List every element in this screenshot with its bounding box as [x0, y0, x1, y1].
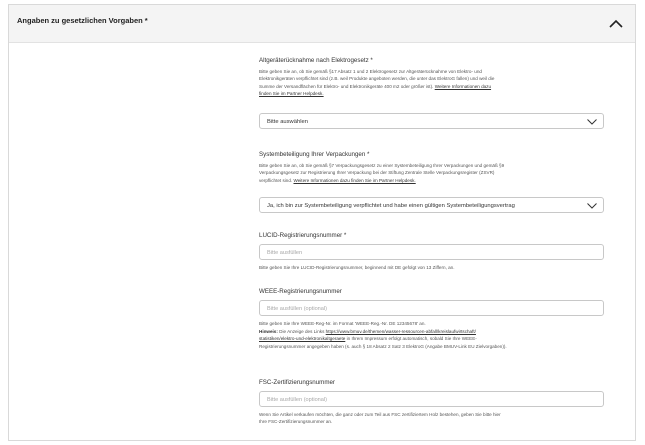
elektrogesetz-helpdesk-link[interactable]: Weitere Informationen dazu: [434, 83, 492, 89]
chevron-down-icon: [587, 203, 597, 209]
section-header[interactable]: [9, 5, 635, 43]
weee-hint-text: Die Anzeige des Links: [279, 329, 325, 334]
fsc-section: [259, 379, 604, 425]
lucid-input[interactable]: [259, 244, 604, 260]
verpackung-help-line: Bitte geben Sie an, ob Sie gemäß §7 Verpackungsgesetz zu einer Systembeteiligung Ihrer Verpackungen und gemäß §9: [259, 163, 505, 168]
fsc-input-placeholder: Bitte ausfüllen (optional): [267, 396, 328, 403]
lucid-help: Bitte geben Sie Ihre LUCID-Registrierungsnummer, beginnend mit DE gefolgt von 13 Ziffern, an.: [259, 265, 455, 270]
weee-hint-label: Hinweis:: [259, 329, 278, 334]
section-title: Angaben zu gesetzlichen Vorgaben *: [17, 16, 148, 25]
weee-input[interactable]: [259, 300, 604, 316]
verpackung-select-value: Ja, ich bin zur Systembeteiligung verpflichtet und habe einen gültigen Systembeteiligungsvertrag: [267, 202, 515, 209]
elektrogesetz-select[interactable]: [259, 113, 604, 129]
elektrogesetz-section: [259, 57, 604, 125]
elektrogesetz-label: Altgeräterücknahme nach Elektrogesetz *: [259, 57, 373, 64]
fsc-input[interactable]: [259, 391, 604, 407]
chevron-down-icon: [587, 119, 597, 125]
fsc-help: [259, 411, 604, 426]
elektrogesetz-help-line: Summe der Versandflächen für Elektro- und Elektronikgeräte 400 m2 oder größer ist).: [259, 83, 434, 89]
bmuv-link-cont[interactable]: statistiken/elektro-und-elektronikaltgeraete: [259, 336, 346, 342]
verpackung-help-line: Verpackungsgesetz zur Registrierung Ihrer Verpackung bei der Stiftung Zentrale Stelle Verpackungsregister (ZSVR): [259, 170, 495, 176]
elektrogesetz-help-line: Bitte geben Sie an, ob Sie gemäß §17 Absatz 1 und 2 Elektrogesetz zur Altgeräterücknahme von Elektro- und: [259, 69, 482, 74]
verpackung-select[interactable]: [259, 197, 604, 213]
elektrogesetz-select-value: Bitte auswählen: [267, 118, 308, 125]
elektrogesetz-help: [259, 68, 604, 98]
weee-help: Bitte geben Sie Ihre WEEE-Reg-Nr. im Format 'WEEE-Reg.-Nr. DE 12345678' an.: [259, 321, 426, 326]
verpackung-label: Systembeteiligung Ihrer Verpackungen *: [259, 151, 370, 158]
chevron-up-icon[interactable]: [609, 19, 623, 28]
weee-section: [259, 288, 604, 349]
lucid-input-placeholder: Bitte ausfüllen: [267, 249, 303, 256]
lucid-label: LUCID-Registrierungsnummer *: [259, 232, 347, 239]
elektrogesetz-helpdesk-link-cont[interactable]: finden Sie im Partner Helpdesk.: [259, 91, 324, 97]
fsc-help-line: Wenn Sie Artikel verkaufen möchten, die ganz oder zum Teil aus FSC zertifiziertem Holz bestehen, geben Sie bitte hier: [259, 412, 501, 417]
fsc-help-line: Ihre FSC-Zertifizierungsnummer an.: [259, 419, 333, 425]
legal-requirements-card: [8, 4, 636, 441]
verpackung-help-line: verpflichtet sind.: [259, 177, 293, 183]
lucid-section: [259, 232, 604, 270]
elektrogesetz-help-line: Elektronikgeräten verpflichtet sind (z.B. weil Produkte angeboten werden, die unter das ElektroG fallen) und weil die: [259, 76, 495, 82]
weee-label: WEEE-Registrierungsnummer: [259, 288, 342, 295]
weee-input-placeholder: Bitte ausfüllen (optional): [267, 305, 328, 312]
verpackung-section: [259, 151, 604, 209]
bmuv-link[interactable]: https://www.bmuv.de/themen/wasser-ressourcen-abfall/kreislaufwirtschaft/: [325, 329, 476, 334]
verpackung-helpdesk-link[interactable]: Weitere Informationen dazu finden Sie im Partner Helpdesk.: [293, 177, 416, 183]
weee-hint: [259, 328, 604, 350]
weee-hint-text: Registrierungsnummer angegeben haben (s. auch § 18 Absatz 2 Satz 3 ElektroG (Angabe BMUV-Link EU Zielvorgaben)).: [259, 343, 507, 349]
weee-hint-text: in Ihrem Impressum erfolgt automatisch, sobald Sie Ihre WEEE-: [346, 336, 477, 342]
verpackung-help: [259, 162, 604, 184]
fsc-label: FSC-Zertifizierungsnummer: [259, 379, 335, 386]
